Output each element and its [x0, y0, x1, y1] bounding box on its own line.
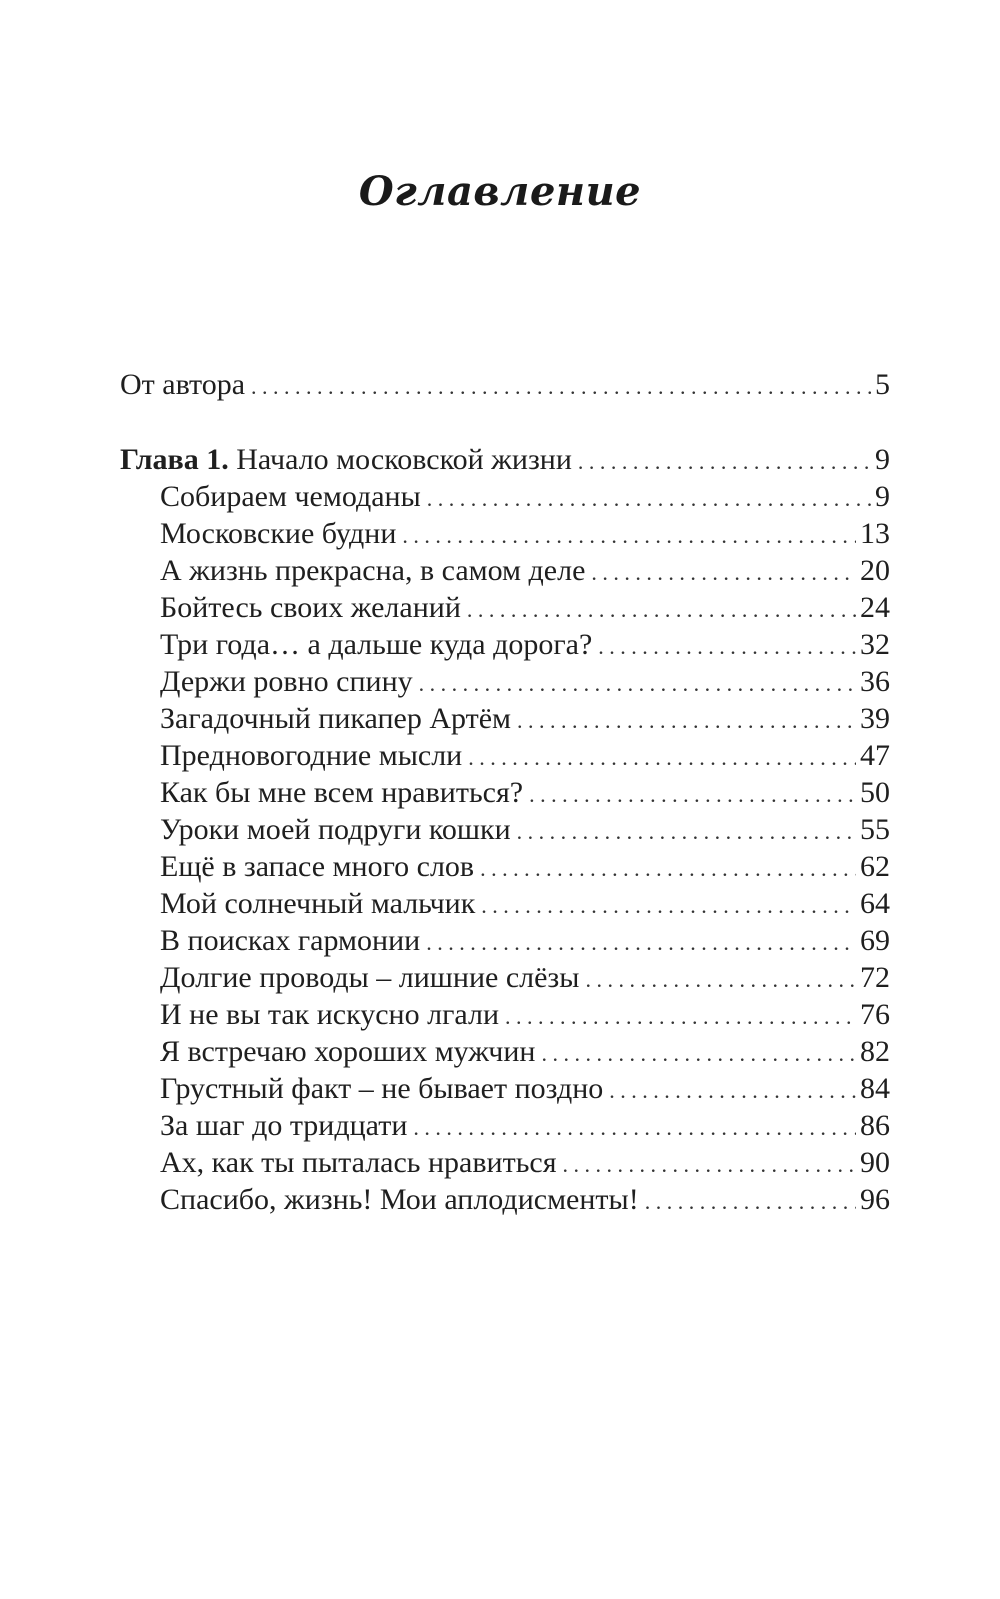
toc-entry[interactable]: [120, 1107, 890, 1144]
toc-entry-title: Ещё в запасе много слов: [160, 850, 475, 883]
toc-entry[interactable]: [120, 515, 890, 552]
toc-entry[interactable]: [120, 774, 890, 811]
toc-page-number: 84: [860, 1072, 890, 1105]
toc-entry[interactable]: [120, 737, 890, 774]
toc-entry-title: И не вы так искусно лгали: [160, 998, 499, 1031]
dot-leader: [413, 1109, 856, 1146]
toc-page-number: 86: [860, 1109, 890, 1142]
toc-entry-title: От автора: [120, 368, 246, 401]
toc-entry[interactable]: [120, 885, 890, 922]
dot-leader: [563, 1146, 857, 1183]
toc-entry[interactable]: [120, 959, 890, 996]
toc-page-number: 55: [860, 813, 890, 846]
toc-page-number: 62: [860, 850, 890, 883]
toc-entry-title: Долгие проводы – лишние слёзы: [160, 961, 580, 994]
toc-page-number: 47: [860, 739, 890, 772]
toc-entry[interactable]: [120, 478, 890, 515]
dot-leader: [251, 368, 871, 405]
toc-page-number: 36: [860, 665, 890, 698]
toc-page-number: 39: [860, 702, 890, 735]
toc-entry[interactable]: [120, 552, 890, 589]
toc-entry[interactable]: [120, 996, 890, 1033]
toc-entry-title: Ах, как ты пыталась нравиться: [160, 1146, 557, 1179]
toc-entry-preface[interactable]: [120, 366, 890, 403]
page-title: Оглавление: [358, 168, 642, 215]
dot-leader: [541, 1035, 856, 1072]
toc-page-number: 24: [860, 591, 890, 624]
toc-entry-title: Собираем чемоданы: [160, 480, 421, 513]
toc-page-number: 13: [860, 517, 890, 550]
toc-page-number: 72: [860, 961, 890, 994]
toc-entry[interactable]: [120, 848, 890, 885]
toc-entry-title: Уроки моей подруги кошки: [160, 813, 511, 846]
toc-page-number: 9: [875, 443, 890, 476]
toc-entry-title: Я встречаю хороших мужчин: [160, 1035, 536, 1068]
chapter-label: Глава 1.: [120, 443, 229, 476]
toc-page-number: 20: [860, 554, 890, 587]
toc-page-number: 9: [875, 480, 890, 513]
toc-entry-title: Московские будни: [160, 517, 397, 550]
toc-entry[interactable]: [120, 589, 890, 626]
toc-entry[interactable]: [120, 663, 890, 700]
dot-leader: [419, 665, 856, 702]
dot-leader: [591, 554, 856, 591]
dot-leader: [517, 702, 856, 739]
toc-entry[interactable]: [120, 922, 890, 959]
dot-leader: [402, 517, 856, 554]
toc-page-number: 76: [860, 998, 890, 1031]
toc-page-number: 50: [860, 776, 890, 809]
toc-entry[interactable]: [120, 626, 890, 663]
dot-leader: [585, 961, 856, 998]
toc-entry-title: А жизнь прекрасна, в самом деле: [160, 554, 586, 587]
toc-page-number: 96: [860, 1183, 890, 1216]
dot-leader: [598, 628, 856, 665]
toc-entry-title: Загадочный пикапер Артём: [160, 702, 512, 735]
toc-entry[interactable]: [120, 700, 890, 737]
toc-section-list: [120, 478, 890, 1218]
table-of-contents: [120, 366, 890, 1218]
dot-leader: [645, 1183, 856, 1220]
dot-leader: [529, 776, 856, 813]
toc-entry[interactable]: [120, 1181, 890, 1218]
toc-chapter-heading: [120, 441, 572, 478]
toc-page-number: 90: [860, 1146, 890, 1179]
toc-page-number: 32: [860, 628, 890, 661]
dot-leader: [467, 591, 856, 628]
toc-entry-title: Спасибо, жизнь! Мои аплодисменты!: [160, 1183, 639, 1216]
dot-leader: [609, 1072, 856, 1109]
toc-entry-title: В поисках гармонии: [160, 924, 421, 957]
toc-entry-title: Держи ровно спину: [160, 665, 413, 698]
dot-leader: [517, 813, 856, 850]
toc-entry[interactable]: [120, 1070, 890, 1107]
toc-entry-title: Мой солнечный мальчик: [160, 887, 476, 920]
toc-entry[interactable]: [120, 1144, 890, 1181]
toc-entry-title: За шаг до тридцати: [160, 1109, 408, 1142]
toc-page-number: 82: [860, 1035, 890, 1068]
dot-leader: [426, 924, 856, 961]
dot-leader: [481, 887, 856, 924]
toc-entry-chapter-1[interactable]: [120, 441, 890, 478]
toc-entry[interactable]: [120, 811, 890, 848]
dot-leader: [578, 443, 871, 480]
toc-entry[interactable]: [120, 1033, 890, 1070]
toc-page-number: 5: [875, 368, 890, 401]
dot-leader: [505, 998, 856, 1035]
toc-page-number: 69: [860, 924, 890, 957]
toc-entry-title: Бойтесь своих желаний: [160, 591, 461, 624]
toc-page-number: 64: [860, 887, 890, 920]
dot-leader: [427, 480, 871, 517]
chapter-title: Начало московской жизни: [236, 443, 572, 476]
dot-leader: [468, 739, 856, 776]
toc-entry-title: Предновогодние мысли: [160, 739, 463, 772]
toc-entry-title: Как бы мне всем нравиться?: [160, 776, 524, 809]
toc-entry-title: Три года… а дальше куда дорога?: [160, 628, 593, 661]
dot-leader: [480, 850, 856, 887]
toc-entry-title: Грустный факт – не бывает поздно: [160, 1072, 604, 1105]
